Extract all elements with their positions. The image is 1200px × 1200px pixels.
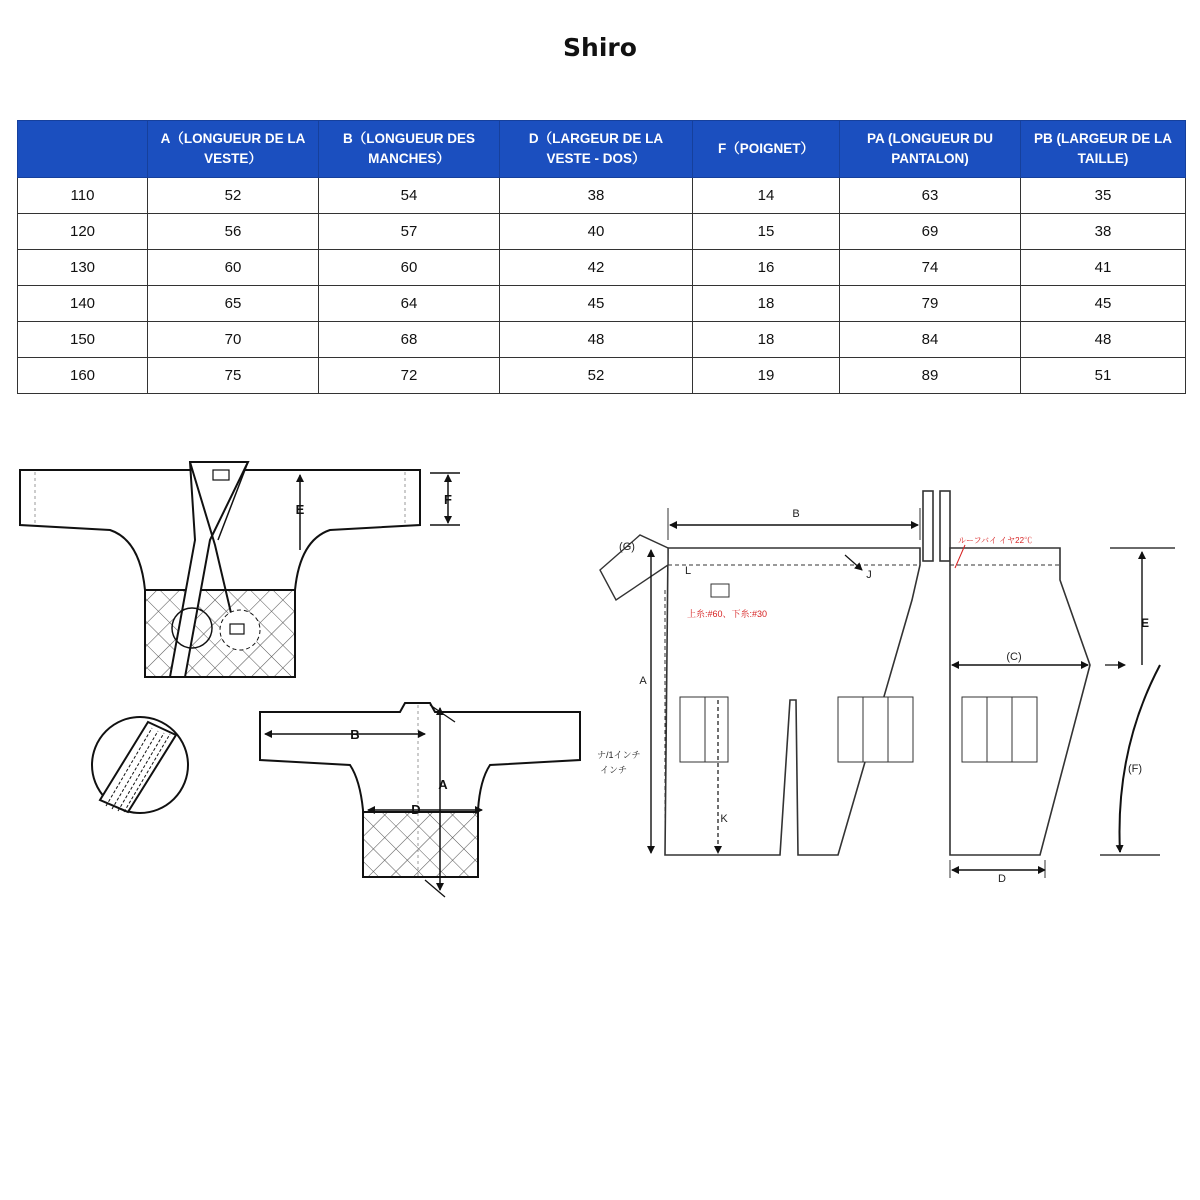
cell-size: 120 <box>18 214 148 250</box>
cell-d: 38 <box>500 178 693 214</box>
label-g-pants: (G) <box>619 541 635 553</box>
note-temperature: ルーフバイ イヤ22℃ <box>958 536 1033 545</box>
cell-b: 57 <box>319 214 500 250</box>
header-b: B（LONGUEUR DES MANCHES） <box>319 121 500 178</box>
label-c-pants: (C) <box>1006 651 1022 663</box>
cell-pb: 51 <box>1021 358 1186 394</box>
cell-b: 72 <box>319 358 500 394</box>
cell-f: 16 <box>693 250 840 286</box>
cell-d: 45 <box>500 286 693 322</box>
label-b-pants: B <box>792 508 800 520</box>
cell-f: 19 <box>693 358 840 394</box>
label-e-pants: E <box>1140 616 1150 630</box>
note-side-1: ナ/1インチ <box>597 750 641 760</box>
cell-f: 18 <box>693 286 840 322</box>
cell-pa: 69 <box>840 214 1021 250</box>
cell-pb: 35 <box>1021 178 1186 214</box>
jacket-back-diagram <box>260 703 580 897</box>
cell-pb: 45 <box>1021 286 1186 322</box>
label-l-pants: L <box>684 565 692 577</box>
label-k-pants: K <box>720 813 728 825</box>
cell-b: 68 <box>319 322 500 358</box>
header-d: D（LARGEUR DE LA VESTE - DOS） <box>500 121 693 178</box>
collar-detail-diagram <box>92 717 188 813</box>
cell-d: 40 <box>500 214 693 250</box>
cell-pa: 63 <box>840 178 1021 214</box>
label-e-jacket: E <box>295 502 305 517</box>
table-row <box>18 286 1186 322</box>
note-thread: 上糸:#60、下糸:#30 <box>687 609 768 619</box>
table-row <box>18 250 1186 286</box>
cell-f: 18 <box>693 322 840 358</box>
cell-a: 52 <box>148 178 319 214</box>
size-table <box>17 120 1186 394</box>
note-side-2: インチ <box>600 765 628 775</box>
measurement-diagrams <box>0 440 1200 920</box>
cell-b: 64 <box>319 286 500 322</box>
cell-pb: 48 <box>1021 322 1186 358</box>
label-b-jacket: B <box>350 727 360 742</box>
cell-d: 52 <box>500 358 693 394</box>
cell-a: 60 <box>148 250 319 286</box>
cell-a: 65 <box>148 286 319 322</box>
label-a-pants: A <box>639 675 647 687</box>
table-row <box>18 358 1186 394</box>
cell-f: 15 <box>693 214 840 250</box>
header-a: A（LONGUEUR DE LA VESTE） <box>148 121 319 178</box>
cell-pa: 74 <box>840 250 1021 286</box>
page-title: Shiro <box>563 33 637 62</box>
cell-a: 70 <box>148 322 319 358</box>
cell-size: 110 <box>18 178 148 214</box>
pants-diagram <box>600 491 1175 878</box>
cell-b: 60 <box>319 250 500 286</box>
label-d-pants: D <box>998 873 1006 885</box>
label-a-jacket: A <box>438 777 448 792</box>
cell-pb: 38 <box>1021 214 1186 250</box>
table-row <box>18 178 1186 214</box>
cell-size: 150 <box>18 322 148 358</box>
table-header-row <box>18 121 1186 178</box>
label-f-pants: (F) <box>1127 763 1143 775</box>
label-d-jacket: D <box>411 802 421 817</box>
table-row <box>18 214 1186 250</box>
cell-size: 130 <box>18 250 148 286</box>
table-row <box>18 322 1186 358</box>
cell-pa: 84 <box>840 322 1021 358</box>
jacket-front-diagram <box>20 462 460 677</box>
cell-pa: 89 <box>840 358 1021 394</box>
cell-f: 14 <box>693 178 840 214</box>
header-pa: PA (LONGUEUR DU PANTALON) <box>840 121 1021 178</box>
cell-pb: 41 <box>1021 250 1186 286</box>
cell-pa: 79 <box>840 286 1021 322</box>
cell-size: 160 <box>18 358 148 394</box>
cell-d: 48 <box>500 322 693 358</box>
label-f-jacket: F <box>444 492 452 507</box>
cell-d: 42 <box>500 250 693 286</box>
cell-b: 54 <box>319 178 500 214</box>
cell-size: 140 <box>18 286 148 322</box>
cell-a: 75 <box>148 358 319 394</box>
header-size <box>18 121 148 178</box>
label-j-pants: J <box>866 569 872 581</box>
header-pb: PB (LARGEUR DE LA TAILLE) <box>1021 121 1186 178</box>
header-f: F（POIGNET） <box>693 121 840 178</box>
cell-a: 56 <box>148 214 319 250</box>
